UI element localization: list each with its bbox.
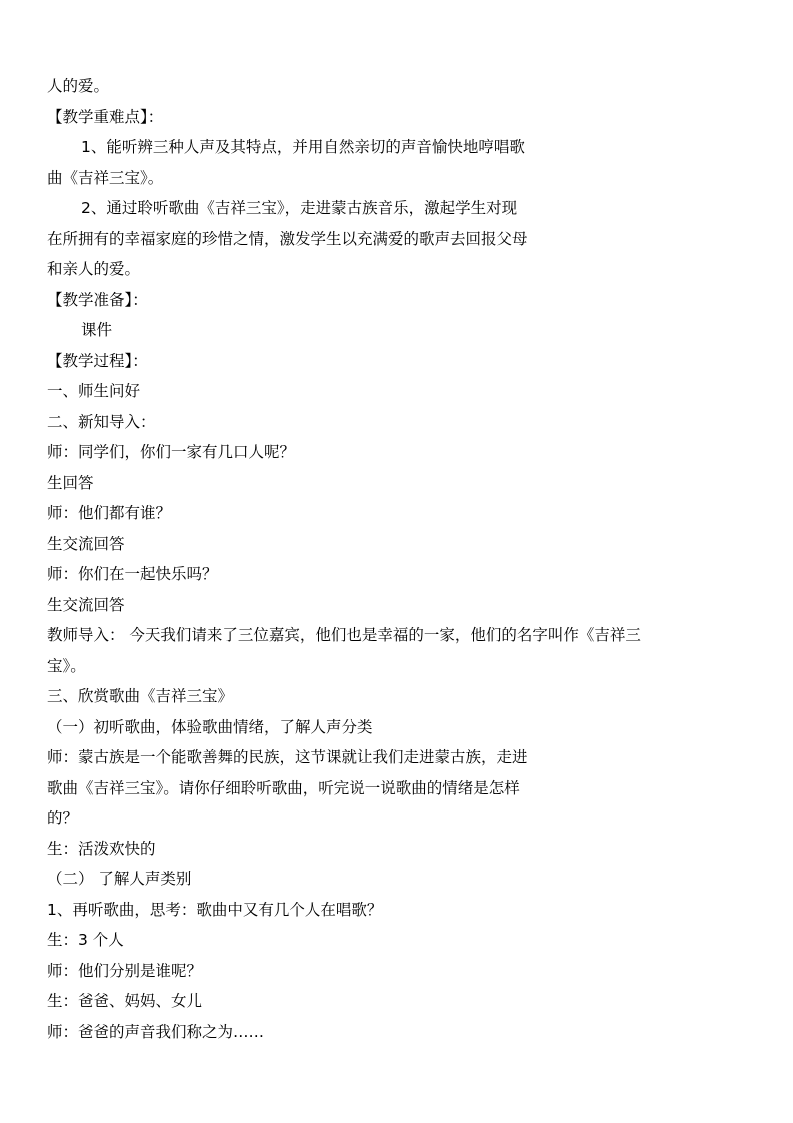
section-heading-process: 【教学过程】： <box>47 352 148 370</box>
text-line: 二、新知导入： <box>47 413 156 431</box>
section-heading-preparation: 【教学准备】： <box>47 291 148 309</box>
text-line: 生：活泼欢快的 <box>47 840 156 858</box>
text-line: 教师导入： 今天我们请来了三位嘉宾，他们也是幸福的一家，他们的名字叫作《吉祥三 <box>47 626 641 644</box>
text-line: 和亲人的爱。 <box>47 260 141 278</box>
section-heading-key-points: 【教学重难点】： <box>47 108 164 126</box>
text-line: 师：同学们，你们一家有几口人呢？ <box>47 443 296 461</box>
text-line: （一）初听歌曲，体验歌曲情绪，了解人声分类 <box>47 718 373 736</box>
text-line: 生：3 个人 <box>47 931 124 949</box>
text-line: 人的爱。 <box>47 77 110 95</box>
text-line: 曲《吉祥三宝》。 <box>47 169 164 187</box>
text-line: （二） 了解人声类别 <box>47 870 192 888</box>
text-line: 1、能听辨三种人声及其特点，并用自然亲切的声音愉快地哼唱歌 <box>81 138 525 156</box>
text-line: 生回答 <box>47 474 94 492</box>
text-line: 师：他们都有谁？ <box>47 504 172 522</box>
text-line: 课件 <box>81 321 113 339</box>
text-line: 歌曲《吉祥三宝》。请你仔细聆听歌曲，听完说一说歌曲的情绪是怎样 <box>47 779 520 797</box>
text-line: 1、再听歌曲，思考：歌曲中又有几个人在唱歌？ <box>47 901 383 919</box>
text-line: 师：蒙古族是一个能歌善舞的民族，这节课就让我们走进蒙古族，走进 <box>47 748 528 766</box>
text-line: 在所拥有的幸福家庭的珍惜之情，激发学生以充满爱的歌声去回报父母 <box>47 230 528 248</box>
text-line: 师：他们分别是谁呢？ <box>47 962 203 980</box>
text-line: 三、欣赏歌曲《吉祥三宝》 <box>47 687 234 705</box>
text-line: 一、师生问好 <box>47 382 141 400</box>
text-line: 2、通过聆听歌曲《吉祥三宝》，走进蒙古族音乐，激起学生对现 <box>81 199 518 217</box>
text-line: 生：爸爸、妈妈、女儿 <box>47 992 203 1010</box>
text-line: 的？ <box>47 809 79 827</box>
text-line: 生交流回答 <box>47 596 125 614</box>
text-line: 宝》。 <box>47 657 86 675</box>
text-line: 生交流回答 <box>47 535 125 553</box>
text-line: 师：爸爸的声音我们称之为…… <box>47 1023 265 1041</box>
text-line: 师：你们在一起快乐吗？ <box>47 565 218 583</box>
